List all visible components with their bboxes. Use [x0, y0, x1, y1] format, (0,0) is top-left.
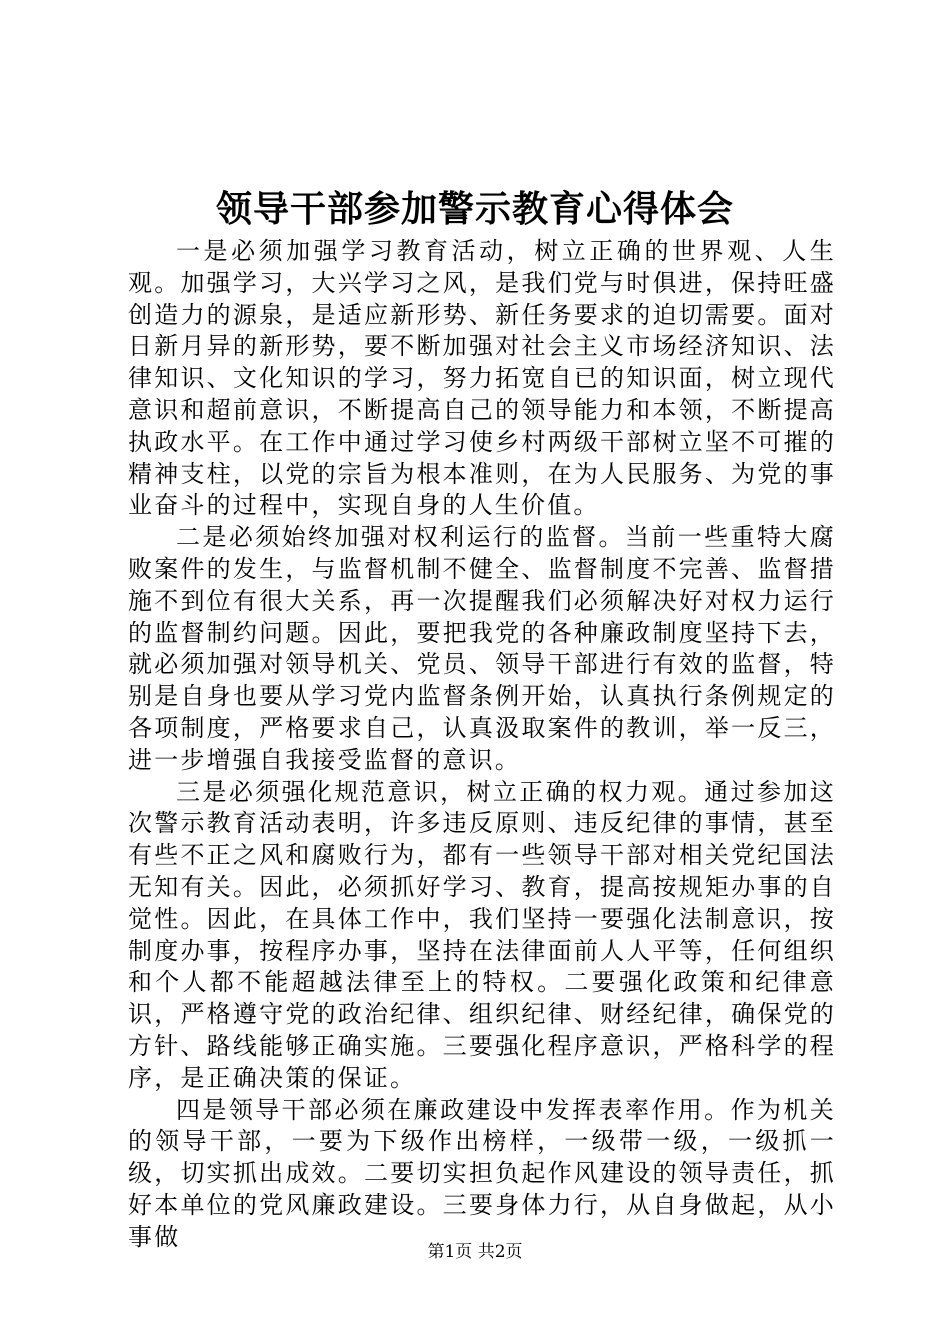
- paragraph-3: 三是必须强化规范意识，树立正确的权力观。通过参加这次警示教育活动表明，许多违反原则、违反纪律的事情，甚至有些不正之风和腐败行为，都有一些领导干部对相关党纪国法无知有关。因此，必须抓好学习、教育，提高按规矩办事的自觉性。因此，在具体工作中，我们坚持一要强化法制意识，按制度办事，按程序办事，坚持在法律面前人人平等，任何组织和个人都不能超越法律至上的特权。二要强化政策和纪律意识，严格遵守党的政治纪律、组织纪律、财经纪律，确保党的方针、路线能够正确实施。三要强化程序意识，严格科学的程序，是正确决策的保证。: [128, 777, 836, 1092]
- document-body: [128, 236, 836, 1254]
- paragraph-4: 四是领导干部必须在廉政建设中发挥表率作用。作为机关的领导干部，一要为下级作出榜样，一级带一级，一级抓一级，切实抓出成效。二要切实担负起作风建设的领导责任，抓好本单位的党风廉政建设。三要身体力行，从自身做起，从小事做: [128, 1095, 836, 1251]
- page-footer: 第1页 共2页: [427, 1242, 523, 1262]
- page-title: 领导干部参加警示教育心得体会: [215, 188, 734, 230]
- paragraph-1: 一是必须加强学习教育活动，树立正确的世界观、人生观。加强学习，大兴学习之风，是我们党与时俱进，保持旺盛创造力的源泉，是适应新形势、新任务要求的迫切需要。面对日新月异的新形势，要不断加强对社会主义市场经济知识、法律知识、文化知识的学习，努力拓宽自已的知识面，树立现代意识和超前意识，不断提高自己的领导能力和本领，不断提高执政水平。在工作中通过学习使乡村两级干部树立坚不可摧的精神支柱，以党的宗旨为根本准则，在为人民服务、为党的事业奋斗的过程中，实现自身的人生价值。: [128, 237, 836, 520]
- paragraph-2: 二是必须始终加强对权利运行的监督。当前一些重特大腐败案件的发生，与监督机制不健全、监督制度不完善、监督措施不到位有很大关系，再一次提醒我们必须解决好对权力运行的监督制约问题。因此，要把我党的各种廉政制度坚持下去，就必须加强对领导机关、党员、领导干部进行有效的监督，特别是自身也要从学习党内监督条例开始，认真执行条例规定的各项制度，严格要求自己，认真汲取案件的教训，举一反三，进一步增强自我接受监督的意识。: [128, 523, 836, 774]
